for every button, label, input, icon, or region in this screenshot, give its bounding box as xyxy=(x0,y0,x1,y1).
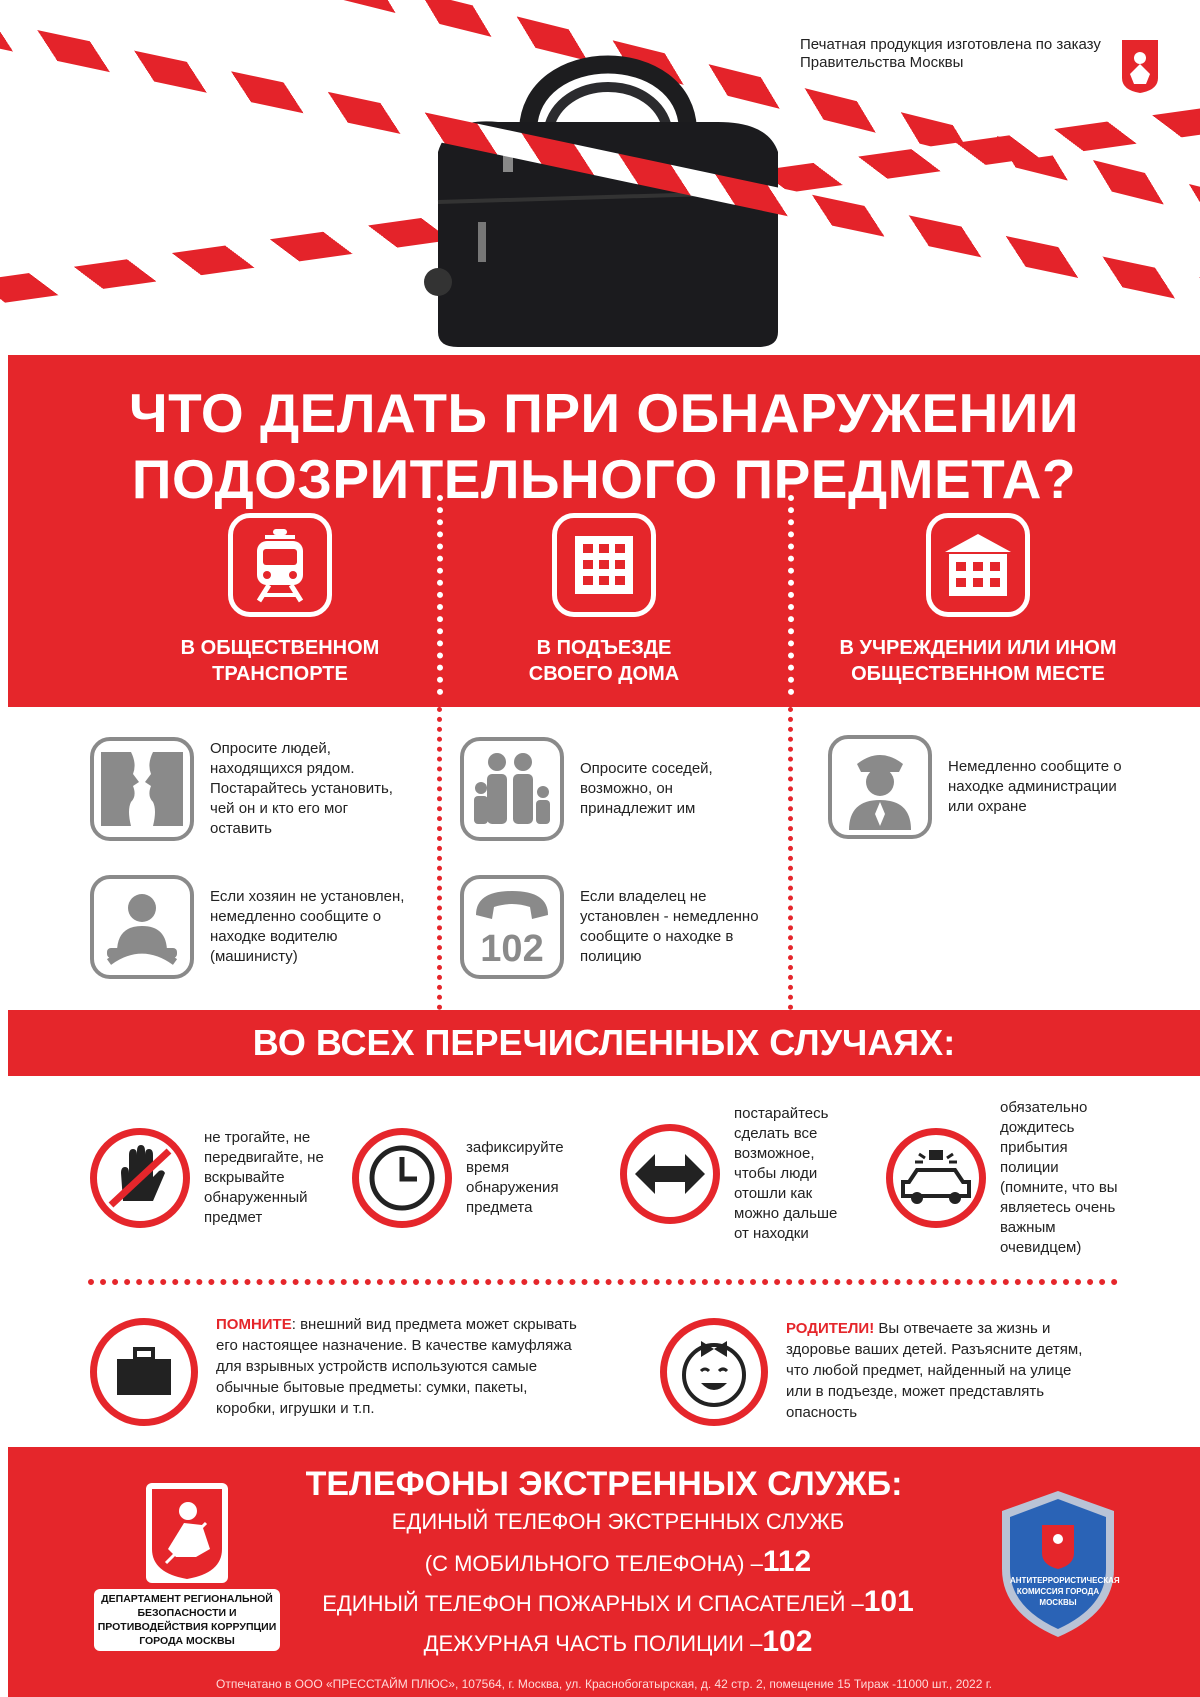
advice-text: Немедленно сообщите о находке администрации или охране xyxy=(948,758,1122,815)
page-title xyxy=(8,380,1200,512)
all-cases-band xyxy=(8,1010,1200,1076)
advice-text: Если владелец не установлен - немедленно сообщите о находке в полицию xyxy=(580,888,759,965)
emergency-phones-footer xyxy=(8,1447,1200,1697)
category-label xyxy=(434,635,774,687)
note-keyword: ПОМНИТЕ xyxy=(216,1316,292,1333)
advice-text: Опросите людей, находящихся рядом. Постарайтесь установить, чей он и кто его мог оставить xyxy=(210,740,393,837)
security-guard-icon xyxy=(835,742,925,832)
phone-line-police xyxy=(258,1625,978,1659)
advice-icon-frame xyxy=(828,735,932,839)
phone-number-101: 101 xyxy=(863,1585,914,1618)
title-line-2: ПОДОЗРИТЕЛЬНОГО ПРЕДМЕТА? xyxy=(131,448,1077,510)
header-photo xyxy=(0,0,1200,355)
two-faces-icon xyxy=(97,744,187,834)
action-text: зафиксируйте время обнаружения предмета xyxy=(466,1139,564,1216)
advice-ask-people xyxy=(90,737,410,841)
double-arrow-icon xyxy=(633,1152,707,1196)
advice-text: Опросите соседей, возможно, он принадлежит им xyxy=(580,760,713,817)
advice-section xyxy=(8,707,1200,1010)
category-label-line: В ПОДЪЕЗДЕ xyxy=(536,637,672,659)
advice-tell-driver xyxy=(90,875,410,979)
police-car-icon xyxy=(899,1148,973,1208)
note-keyword: РОДИТЕЛИ! xyxy=(786,1320,875,1337)
all-cases-title: ВО ВСЕХ ПЕРЕЧИСЛЕННЫХ СЛУЧАЯХ: xyxy=(252,1022,956,1063)
action-icon-frame xyxy=(352,1128,452,1228)
phone-line-text: ЕДИНЫЙ ТЕЛЕФОН ПОЖАРНЫХ И СПАСАТЕЛЕЙ – xyxy=(322,1591,864,1616)
advice-text: Если хозяин не установлен, немедленно сообщите о находке водителю (машинисту) xyxy=(210,888,405,965)
category-label-line: ОБЩЕСТВЕННОМ МЕСТЕ xyxy=(851,663,1105,685)
shield-label: АНТИТЕРРОРИСТИЧЕСКАЯ КОМИССИЯ ГОРОДА МОСКВЫ xyxy=(1010,1576,1120,1607)
category-label-line: СВОЕГО ДОМА xyxy=(528,663,680,685)
clock-icon xyxy=(367,1143,437,1213)
note-body: Вы отвечаете за жизнь и здоровье ваших детей. Разъясните детям, что любой предмет, найденный на улице или в подъезде, может представлять опасность xyxy=(786,1320,1083,1421)
advice-ask-neighbors xyxy=(460,737,750,841)
advice-tell-admin xyxy=(828,735,1128,839)
gov-note xyxy=(800,36,1110,72)
phones-title: ТЕЛЕФОНЫ ЭКСТРЕННЫХ СЛУЖБ: xyxy=(305,1465,903,1503)
dotted-divider xyxy=(437,707,443,1010)
category-label xyxy=(798,635,1158,687)
phone-number-112: 112 xyxy=(762,1545,812,1578)
gov-note-text: Печатная продукция изготовлена по заказу Правительства Москвы xyxy=(800,36,1101,71)
note-remember xyxy=(90,1314,586,1426)
action-icon-frame xyxy=(886,1128,986,1228)
action-icon-frame xyxy=(620,1124,720,1224)
title-line-1: ЧТО ДЕЛАТЬ ПРИ ОБНАРУЖЕНИИ xyxy=(129,382,1079,444)
briefcase-icon xyxy=(115,1347,173,1397)
advice-icon-frame xyxy=(90,875,194,979)
category-institution xyxy=(798,513,1158,687)
phone-line-text: (С МОБИЛЬНОГО ТЕЛЕФОНА) – xyxy=(424,1551,763,1576)
family-icon xyxy=(467,744,557,834)
action-wait-police xyxy=(886,1098,1120,1258)
note-body: : внешний вид предмета может скрывать его настоящее назначение. В качестве камуфляжа для взрывных устройств используются самые обычные бытовые предметы: сумки, пакеты, коробки, игрушки и т.п. xyxy=(216,1316,577,1417)
main-title-band xyxy=(8,355,1200,707)
category-icon-frame xyxy=(228,513,332,617)
phone-line-fire xyxy=(258,1585,978,1619)
advice-icon-frame xyxy=(90,737,194,841)
phone-102-icon xyxy=(466,881,558,973)
note-text xyxy=(216,1314,586,1419)
category-transport xyxy=(110,513,450,687)
note-icon-frame xyxy=(90,1318,198,1426)
note-parents xyxy=(660,1318,1096,1426)
action-record-time xyxy=(352,1128,586,1228)
phone-line-mobile xyxy=(258,1545,978,1579)
advice-call-police xyxy=(460,875,775,979)
category-label xyxy=(110,635,450,687)
phone-number-102: 102 xyxy=(762,1625,813,1658)
advice-icon-frame xyxy=(460,737,564,841)
no-touch-hand-icon xyxy=(103,1141,177,1215)
phone-line-text: ДЕЖУРНАЯ ЧАСТЬ ПОЛИЦИИ – xyxy=(423,1631,763,1656)
dotted-divider xyxy=(788,495,794,695)
action-do-not-touch xyxy=(90,1128,334,1228)
printer-credits: Отпечатано в ООО «ПРЕССТАЙМ ПЛЮС», 107564, г. Москва, ул. Краснобогатырская, д. 42 стр. 2, помещение 15 Тираж -11000 шт., 2022 г. xyxy=(216,1677,992,1691)
apartment-building-icon xyxy=(573,534,635,596)
category-label-line: В ОБЩЕСТВЕННОМ xyxy=(180,637,380,659)
action-text: не трогайте, не передвигайте, не вскрывайте обнаруженный предмет xyxy=(204,1129,324,1226)
dotted-divider xyxy=(788,707,794,1010)
note-icon-frame xyxy=(660,1318,768,1426)
category-icon-frame xyxy=(926,513,1030,617)
institution-building-icon xyxy=(943,532,1013,598)
antiterror-commission-shield-icon xyxy=(998,1489,1118,1639)
advice-icon-frame xyxy=(460,875,564,979)
dotted-separator xyxy=(88,1279,1118,1285)
action-text: обязательно дождитесь прибытия полиции (помните, что вы являетесь очень важным очевидцем) xyxy=(1000,1099,1118,1256)
phone-line-unified: ЕДИНЫЙ ТЕЛЕФОН ЭКСТРЕННЫХ СЛУЖБ xyxy=(391,1509,845,1534)
action-icon-frame xyxy=(90,1128,190,1228)
category-label-line: ТРАНСПОРТЕ xyxy=(212,663,348,685)
category-icon-frame xyxy=(552,513,656,617)
phone-number-label: 102 xyxy=(480,928,544,970)
note-text xyxy=(786,1318,1096,1423)
action-text: постарайтесь сделать все возможное, чтобы люди отошли как можно дальше от находки xyxy=(734,1105,838,1242)
action-move-people xyxy=(620,1104,854,1244)
driver-steering-wheel-icon xyxy=(97,882,187,972)
moscow-coat-of-arms-icon xyxy=(1120,38,1160,94)
department-label: ДЕПАРТАМЕНТ РЕГИОНАЛЬНОЙ БЕЗОПАСНОСТИ И ПРОТИВОДЕЙСТВИЯ КОРРУПЦИИ ГОРОДА МОСКВЫ xyxy=(94,1589,280,1651)
category-label-line: В УЧРЕЖДЕНИИ ИЛИ ИНОМ xyxy=(839,637,1117,659)
train-icon xyxy=(245,527,315,603)
child-face-icon xyxy=(677,1335,751,1409)
category-home xyxy=(434,513,774,687)
